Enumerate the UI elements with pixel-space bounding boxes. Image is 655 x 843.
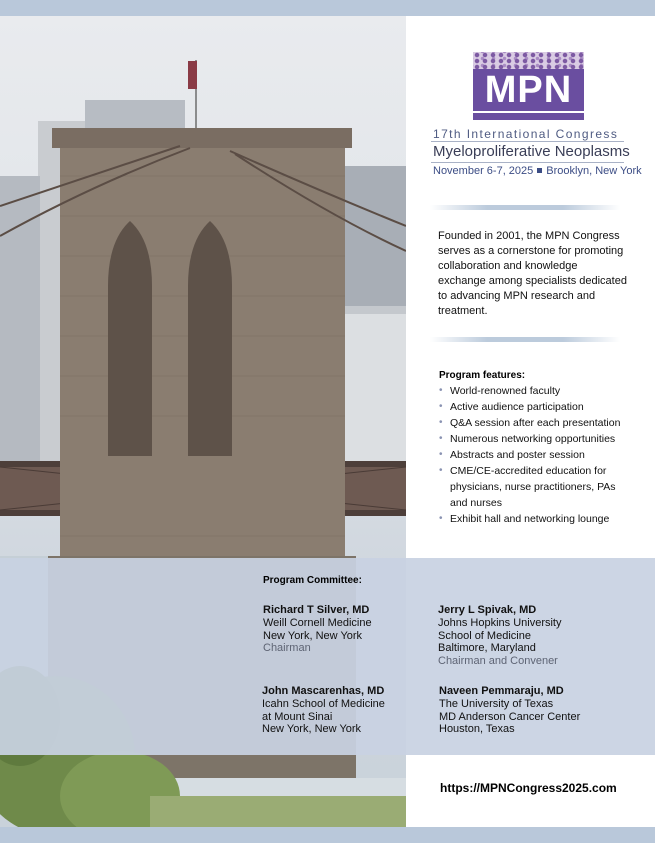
member-affiliation: The University of Texas (439, 697, 554, 710)
bullet-icon: • (439, 417, 443, 428)
intro-paragraph: Founded in 2001, the MPN Congress serves as a cornerstone for promoting collaboration and knowledge exchange among specialists dedicated to advancing MPN research and treatment. (438, 230, 627, 317)
feature-item: • Exhibit hall and networking lounge (439, 513, 610, 525)
top-band (0, 0, 655, 16)
congress-location: Brooklyn, New York (546, 165, 642, 177)
decorative-bar (430, 205, 620, 210)
member-affiliation: Johns Hopkins University (438, 616, 562, 629)
mpn-logo (473, 52, 584, 120)
member-name: Jerry L Spivak, MD (438, 604, 537, 616)
bullet-icon: • (439, 465, 443, 476)
congress-edition: 17th International Congress (433, 127, 619, 141)
member-location: New York, New York (262, 723, 362, 736)
committee-title: Program Committee: (263, 575, 362, 586)
feature-item: • World-renowned faculty (439, 385, 561, 397)
feature-item: • Q&A session after each presentation (439, 417, 621, 429)
member-location: Baltimore, Maryland (438, 642, 536, 655)
committee-member (439, 685, 580, 736)
bullet-icon: • (439, 385, 443, 396)
bullet-icon: • (439, 433, 443, 444)
member-location: Houston, Texas (439, 723, 515, 736)
congress-name: Myeloproliferative Neoplasms (433, 143, 630, 160)
member-name: Naveen Pemmaraju, MD (439, 685, 564, 697)
member-role: Chairman and Convener (438, 655, 558, 668)
congress-date-location (433, 165, 642, 177)
features-title: Program features: (439, 370, 526, 381)
logo-dot-pattern (473, 52, 584, 70)
member-affiliation: Icahn School of Medicine (262, 697, 385, 710)
member-affiliation: Weill Cornell Medicine (263, 616, 372, 629)
divider (431, 162, 624, 163)
member-name: Richard T Silver, MD (263, 604, 370, 616)
committee-member (263, 604, 372, 655)
member-location: New York, New York (263, 629, 363, 642)
bullet-icon: • (439, 513, 443, 524)
feature-item: • Abstracts and poster session (439, 449, 585, 461)
feature-item: • CME/CE-accredited education for (439, 465, 607, 477)
bullet-icon: • (439, 401, 443, 412)
committee-member (262, 685, 385, 736)
member-affiliation: at Mount Sinai (262, 710, 333, 723)
bullet-icon: • (439, 449, 443, 460)
feature-item: • Numerous networking opportunities (439, 433, 616, 445)
square-separator-icon (537, 168, 542, 173)
feature-item-continued: physicians, nurse practitioners, PAs (450, 481, 616, 493)
member-affiliation: School of Medicine (438, 629, 531, 642)
divider (431, 141, 624, 142)
website-link[interactable]: https://MPNCongress2025.com (440, 781, 617, 795)
congress-date: November 6-7, 2025 (433, 165, 534, 177)
logo-underline (473, 111, 584, 113)
feature-item: • Active audience participation (439, 401, 584, 413)
member-name: John Mascarenhas, MD (262, 685, 385, 697)
bottom-band (0, 827, 655, 843)
committee-member (438, 604, 562, 668)
member-affiliation: MD Anderson Cancer Center (439, 710, 581, 723)
logo-text: MPN (484, 69, 573, 111)
member-role: Chairman (263, 642, 311, 655)
decorative-bar (430, 337, 620, 342)
feature-item-continued: and nurses (450, 497, 502, 509)
lawn (150, 796, 406, 827)
features-list (439, 383, 639, 527)
